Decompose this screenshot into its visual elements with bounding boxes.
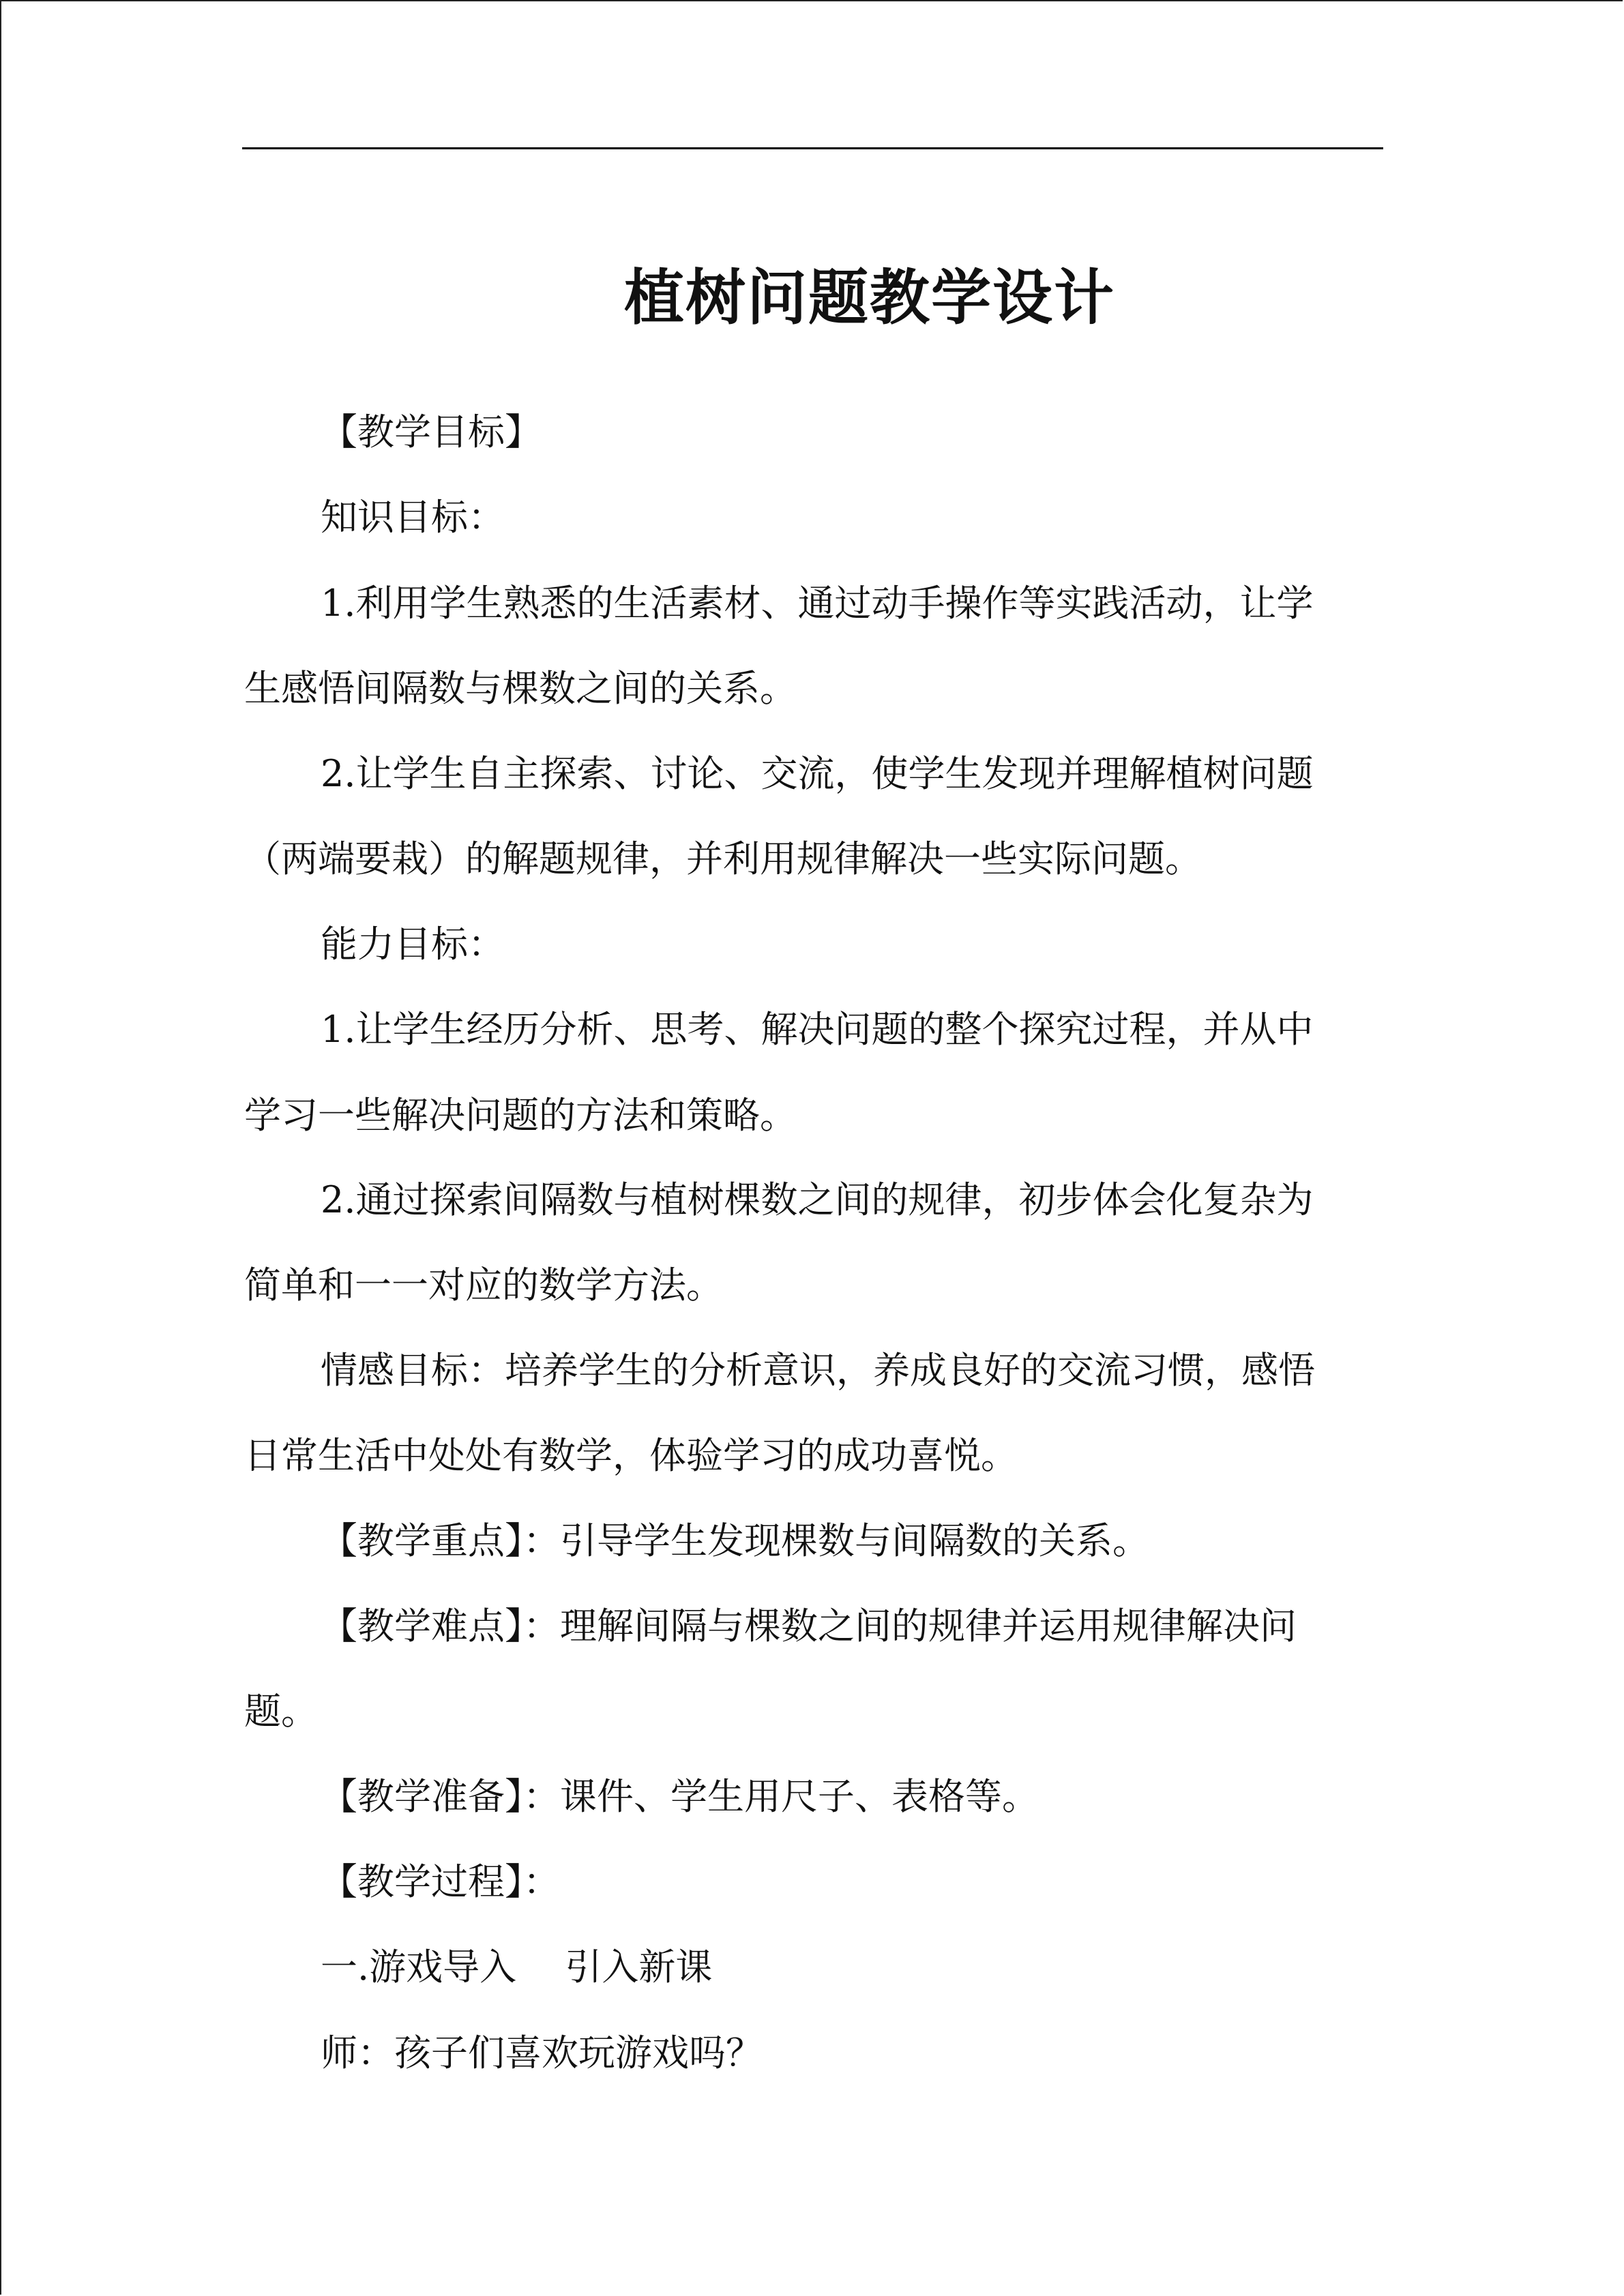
section-heading-process: 【教学过程】： xyxy=(321,1860,560,1903)
paragraph-line: 生感悟间隔数与棵数之间的关系。 xyxy=(244,667,797,710)
paragraph-line: 情感目标：培养学生的分析意识，养成良好的交流习惯，感悟 xyxy=(321,1349,1315,1392)
section-heading-preparation: 【教学准备】：课件、学生用尺子、表格等。 xyxy=(321,1775,1039,1818)
paragraph-line: 日常生活中处处有数学，体验学习的成功喜悦。 xyxy=(244,1434,1018,1477)
paragraph-line: 2.让学生自主探索、讨论、交流，使学生发现并理解植树问题 xyxy=(321,752,1314,795)
knowledge-objective-label: 知识目标： xyxy=(321,496,505,539)
paragraph-line: 学习一些解决问题的方法和策略。 xyxy=(244,1094,797,1137)
paragraph-line: 2.通过探索间隔数与植树棵数之间的规律，初步体会化复杂为 xyxy=(321,1178,1314,1221)
paragraph-line: （两端要栽）的解题规律，并利用规律解决一些实际问题。 xyxy=(244,837,1202,880)
header-rule xyxy=(242,147,1383,149)
ability-objective-label: 能力目标： xyxy=(321,923,505,966)
paragraph-line: 1.利用学生熟悉的生活素材、通过动手操作等实践活动，让学 xyxy=(321,582,1314,625)
paragraph-line: 题。 xyxy=(244,1690,318,1733)
section-heading-key-points: 【教学重点】：引导学生发现棵数与间隔数的关系。 xyxy=(321,1519,1149,1562)
section-heading-objectives: 【教学目标】 xyxy=(321,411,542,453)
page-title: 植树问题教学设计 xyxy=(623,262,1115,333)
paragraph-line: 简单和一一对应的数学方法。 xyxy=(244,1264,723,1307)
subsection-heading: 一.游戏导入 引入新课 xyxy=(321,1945,713,1988)
paragraph-line: 1.让学生经历分析、思考、解决问题的整个探究过程，并从中 xyxy=(321,1008,1314,1051)
section-heading-difficulties: 【教学难点】：理解间隔与棵数之间的规律并运用规律解决问 xyxy=(321,1605,1297,1648)
paragraph-line: 师：孩子们喜欢玩游戏吗？ xyxy=(321,2031,763,2074)
